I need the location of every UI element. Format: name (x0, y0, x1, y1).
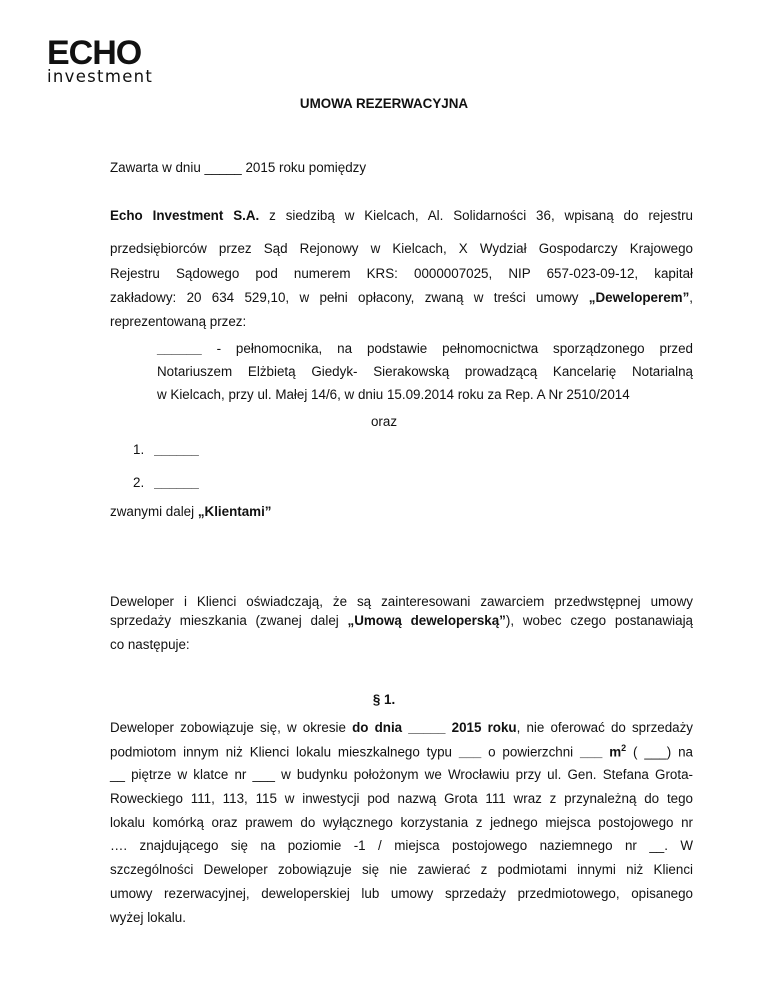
party-line-3: Rejestru Sądowego pod numerem KRS: 0000007025, NIP 657-023-09-12, kapitał (110, 266, 693, 281)
conjunction-oraz: oraz (370, 414, 398, 429)
section-heading: § 1. (372, 692, 396, 707)
clients-definition: zwanymi dalej „Klientami” (110, 504, 272, 519)
party-line-5: reprezentowaną przez: (110, 314, 247, 329)
date-line: Zawarta w dniu _____ 2015 roku pomiędzy (110, 160, 367, 175)
company-logo (47, 34, 167, 86)
declaration-line-2: sprzedaży mieszkania (zwanej dalej „Umową deweloperską”), wobec czego postanawiają (110, 613, 693, 628)
section-line-9: wyżej lokalu. (110, 910, 186, 925)
declaration-line-3: co następuje: (110, 637, 190, 652)
logo-subtitle: investment (47, 67, 154, 86)
section-line-5: lokalu komórką oraz prawem do wyłącznego korzystania z jednego miejsca postojowego nr (110, 815, 693, 830)
party-line-1: Echo Investment S.A. z siedzibą w Kielcach, Al. Solidarności 36, wpisaną do rejestru (110, 208, 693, 223)
client-item-1: 1. ______ (133, 442, 199, 457)
section-line-1: Deweloper zobowiązuje się, w okresie do dnia _____ 2015 roku, nie oferować do sprzedaży (110, 720, 694, 735)
section-line-2: podmiotom innym niż Klienci lokalu mieszkalnego typu ___ o powierzchni ___ $m^2$ ( ___) na (110, 743, 693, 760)
party-line-2: przedsiębiorców przez Sąd Rejonowy w Kielcach, X Wydział Gospodarczy Krajowego (110, 241, 693, 256)
logo-brand: ECHO (47, 34, 142, 72)
section-line-4: Roweckiego 111, 113, 115 w inwestycji pod nazwą Grota 111 wraz z przynależną do tego (110, 791, 693, 806)
section-line-8: umowy rezerwacyjnej, deweloperskiej lub umowy sprzedaży przedmiotowego, opisanego (110, 886, 693, 901)
representative-line-1: ______ - pełnomocnika, na podstawie pełnomocnictwa sporządzonego przed (157, 341, 693, 356)
document-title: UMOWA REZERWACYJNA (299, 96, 469, 111)
section-line-7: szczególności Deweloper zobowiązuje się nie zawierać z podmiotami innymi niż Klienci (110, 862, 693, 877)
declaration-line-1: Deweloper i Klienci oświadczają, że są zainteresowani zawarciem przedwstępnej umowy (110, 594, 693, 609)
representative-line-2: Notariuszem Elżbietą Giedyk- Sierakowską prowadzącą Kancelarię Notarialną (157, 364, 693, 379)
section-line-6: …. znajdującego się na poziomie -1 / miejsca postojowego naziemnego nr __. W (110, 838, 693, 853)
client-item-2: 2. ______ (133, 475, 199, 490)
section-line-3: __ piętrze w klatce nr ___ w budynku położonym we Wrocławiu przy ul. Gen. Stefana Grota- (110, 767, 693, 782)
party-line-4: zakładowy: 20 634 529,10, w pełni opłacony, zwaną w treści umowy „Deweloperem”, (110, 290, 693, 305)
representative-line-3: w Kielcach, przy ul. Małej 14/6, w dniu 15.09.2014 roku za Rep. A Nr 2510/2014 (157, 387, 630, 402)
